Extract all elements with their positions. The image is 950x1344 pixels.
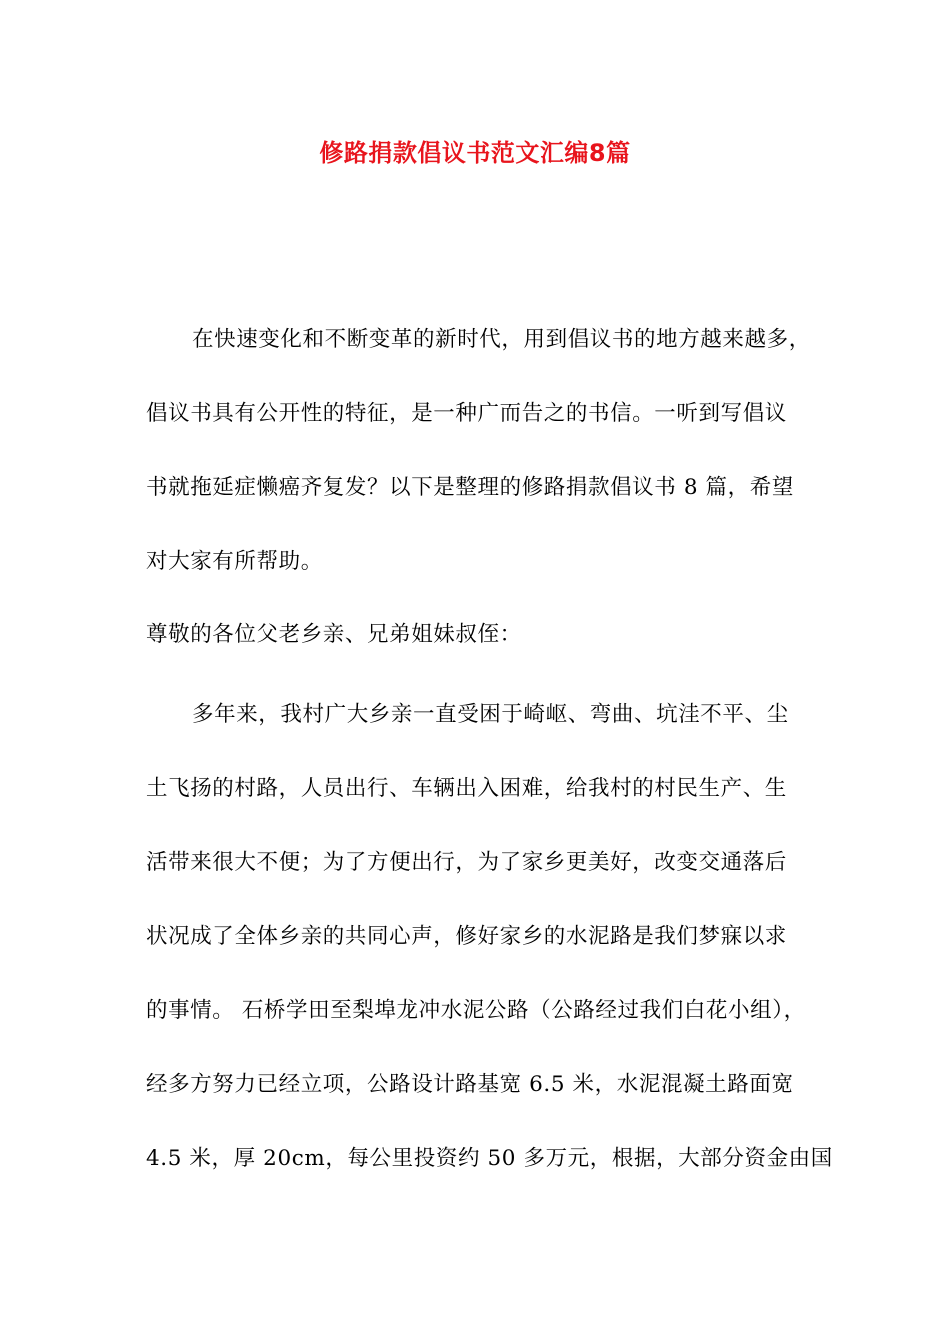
paragraph-line: 经多方努力已经立项，公路设计路基宽 6.5 米，水泥混凝土路面宽 [146,1072,794,1097]
salutation: 尊敬的各位父老乡亲、兄弟姐妹叔侄： [146,622,522,647]
document-title: 修路捐款倡议书范文汇编8篇 [319,139,631,167]
paragraph-line: 4.5 米，厚 20cm，每公里投资约 50 多万元，根据，大部分资金由国 [146,1146,833,1171]
paragraph-line: 的事情。 石桥学田至梨埠龙冲水泥公路（公路经过我们白花小组）， [146,998,806,1023]
paragraph-line: 状况成了全体乡亲的共同心声，修好家乡的水泥路是我们梦寐以求 [146,924,787,949]
paragraph-line: 对大家有所帮助。 [146,549,323,574]
paragraph-line: 多年来，我村广大乡亲一直受困于崎岖、弯曲、坑洼不平、尘 [192,702,789,727]
paragraph-line: 活带来很大不便；为了方便出行，为了家乡更美好，改变交通落后 [146,850,787,875]
paragraph-line: 书就拖延症懒癌齐复发？以下是整理的修路捐款倡议书 8 篇，希望 [146,475,794,500]
paragraph-line: 土飞扬的村路，人员出行、车辆出入困难，给我村的村民生产、生 [146,776,787,801]
paragraph-line: 在快速变化和不断变革的新时代，用到倡议书的地方越来越多， [192,327,811,352]
paragraph-line: 倡议书具有公开性的特征，是一种广而告之的书信。一听到写倡议 [146,401,787,426]
